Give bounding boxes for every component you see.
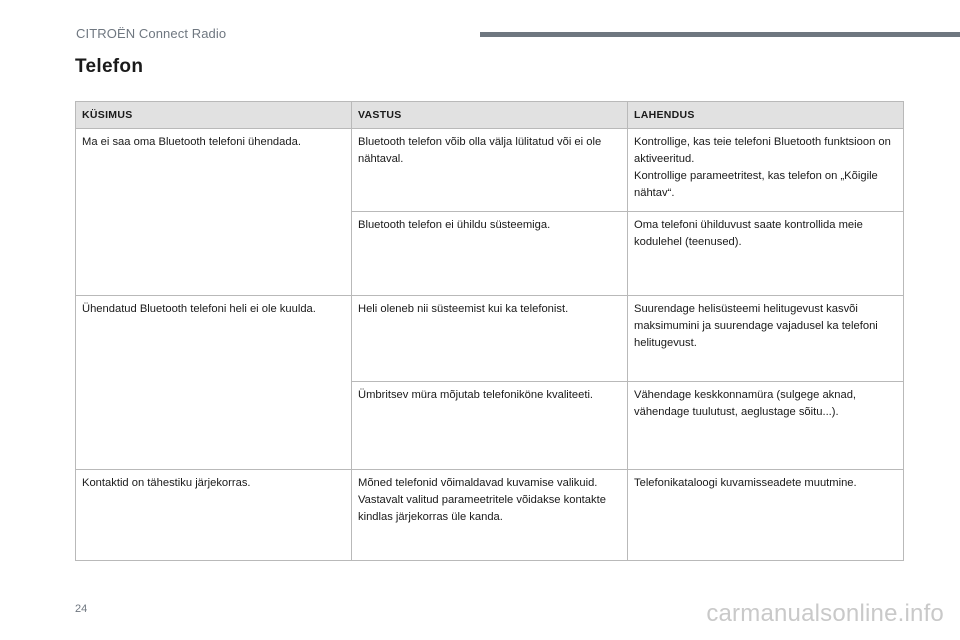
question-cell: Ma ei saa oma Bluetooth telefoni ühendada. bbox=[76, 129, 352, 212]
manual-header-title: CITROËN Connect Radio bbox=[76, 26, 227, 41]
solution-line: Suurendage helisüsteemi helitugevust kasvõi maksimumini ja suurendage vajadusel ka telefoni helitugevust. bbox=[634, 303, 878, 349]
troubleshooting-table bbox=[75, 101, 904, 561]
solution-cell bbox=[628, 212, 904, 296]
solution-cell bbox=[628, 129, 904, 212]
column-header-solution: LAHENDUS bbox=[628, 102, 904, 129]
solution-line: Kontrollige parameetritest, kas telefon on „Kõigile nähtav“. bbox=[634, 170, 878, 199]
question-cell: Kontaktid on tähestiku järjekorras. bbox=[76, 470, 352, 561]
solution-line: Vähendage keskkonnamüra (sulgege aknad, vähendage tuulutust, aeglustage sõitu...). bbox=[634, 389, 857, 418]
solution-line: Telefonikataloogi kuvamisseadete muutmine. bbox=[634, 477, 857, 489]
watermark-text: carmanualsonline.info bbox=[706, 600, 944, 627]
solution-line: Oma telefoni ühilduvust saate kontrollida meie kodulehel (teenused). bbox=[634, 219, 863, 248]
table-header-row bbox=[76, 102, 904, 129]
solution-cell bbox=[628, 470, 904, 561]
table-row bbox=[76, 212, 904, 296]
solution-line: Kontrollige, kas teie telefoni Bluetooth funktsioon on aktiveeritud. bbox=[634, 136, 891, 165]
table-row bbox=[76, 129, 904, 212]
question-cell: Ühendatud Bluetooth telefoni heli ei ole kuulda. bbox=[76, 296, 352, 382]
column-header-answer: VASTUS bbox=[352, 102, 628, 129]
question-cell bbox=[76, 382, 352, 470]
table-row bbox=[76, 470, 904, 561]
answer-cell: Heli oleneb nii süsteemist kui ka telefonist. bbox=[352, 296, 628, 382]
question-cell bbox=[76, 212, 352, 296]
page-number: 24 bbox=[75, 603, 88, 615]
answer-cell: Bluetooth telefon võib olla välja lülitatud või ei ole nähtaval. bbox=[352, 129, 628, 212]
answer-cell: Ümbritsev müra mõjutab telefoniköne kvaliteeti. bbox=[352, 382, 628, 470]
table-row bbox=[76, 296, 904, 382]
column-header-question: KÜSIMUS bbox=[76, 102, 352, 129]
table-row bbox=[76, 382, 904, 470]
answer-cell: Mõned telefonid võimaldavad kuvamise valikuid. Vastavalt valitud parameetritele võidakse kontakte kindlas järjekorras üle kanda. bbox=[352, 470, 628, 561]
header-decorative-bar bbox=[480, 32, 960, 37]
solution-cell bbox=[628, 296, 904, 382]
solution-cell bbox=[628, 382, 904, 470]
answer-cell: Bluetooth telefon ei ühildu süsteemiga. bbox=[352, 212, 628, 296]
page-title: Telefon bbox=[75, 56, 144, 77]
